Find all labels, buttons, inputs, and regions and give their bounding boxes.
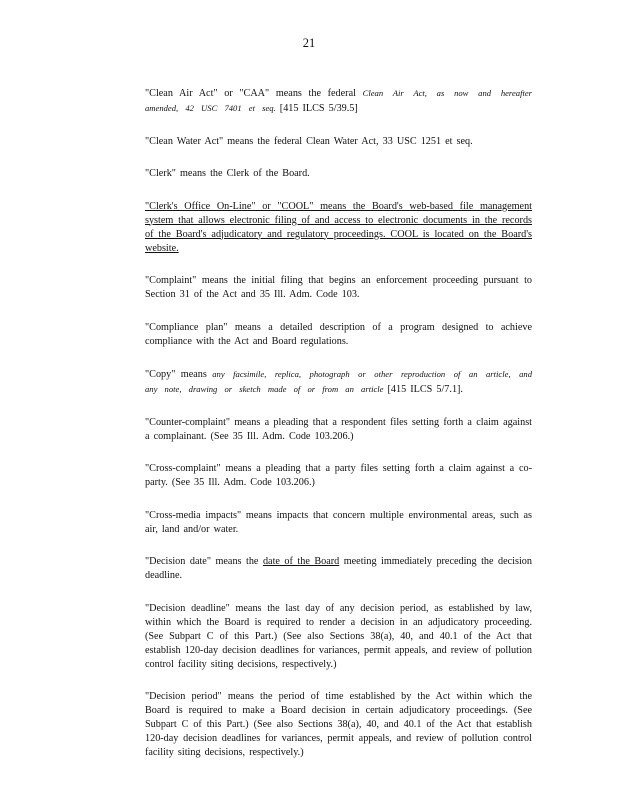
definition-text: "Clean Water Act" means the federal Clean Water Act, 33 USC 1251 et seq. bbox=[145, 135, 473, 147]
definition-counter-complaint bbox=[145, 416, 532, 444]
definition-text: "Compliance plan" means a detailed description of a program designed to achieve compliance with the Act and Board regulations. bbox=[145, 321, 532, 347]
definition-text: "Decision period" means the period of time established by the Act within which the Board is required to make a Board decision in certain adjudicatory proceedings. (See Subpart C of this Part.) (See also Sections 38(a), 40, and 40.1 of the Act that establish 120-day decision deadlines for variances, permit appeals, and review of pollution control facility siting decisions, respectively.) bbox=[145, 691, 532, 758]
definition-text: "Decision deadline" means the last day of any decision period, as established by law, within which the Board is required to render a decision in an adjudicatory proceeding. (See Subpart C of this Part.) (See also Sections 38(a), 40, and 40.1 of the Act that establish 120-day decision deadlines for variances, permit appeals, and review of pollution control facility siting decisions, respectively.) bbox=[145, 602, 532, 670]
definition-cross-complaint bbox=[145, 462, 532, 490]
definition-clerk bbox=[145, 167, 532, 181]
definition-text: "Cross-complaint" means a pleading that a party files setting forth a claim against a co-party. (See 35 Ill. Adm. Code 103.206.) bbox=[145, 463, 532, 488]
definition-text: "Counter-complaint" means a pleading that a respondent files setting forth a claim against a complainant. (See 35 Ill. Adm. Code 103.206.) bbox=[145, 416, 532, 442]
definition-copy bbox=[145, 367, 532, 397]
definition-italic-text: any facsimile, replica, photograph or other reproduction of an article, and any note, drawing or sketch made of or from an article bbox=[145, 369, 532, 394]
definitions-list bbox=[145, 86, 532, 779]
definition-citation: [415 ILCS 5/7.1]. bbox=[383, 384, 463, 395]
definition-citation: [415 ILCS 5/39.5] bbox=[275, 103, 358, 114]
definition-compliance-plan bbox=[145, 321, 532, 349]
definition-text: "Decision date" means the bbox=[145, 556, 263, 567]
definition-text: "Complaint" means the initial filing that begins an enforcement proceeding pursuant to Section 31 of the Act and 35 Ill. Adm. Code 103. bbox=[145, 275, 532, 300]
page-number: 21 bbox=[302, 36, 316, 50]
definition-underlined-text: "Clerk's Office On-Line" or "COOL" means the Board's web-based file management system that allows electronic filing of and access to electronic documents in the records of the Board's adjudicatory and regulatory proceedings. COOL is located on the Board's website. bbox=[145, 200, 532, 254]
definition-underlined-text: date of the Board bbox=[262, 556, 340, 567]
definition-decision-period bbox=[145, 690, 532, 760]
definition-decision-deadline bbox=[145, 602, 532, 672]
definition-cool bbox=[145, 200, 532, 256]
definition-text: "Clerk" means the Clerk of the Board. bbox=[145, 168, 310, 179]
definition-clean-water-act bbox=[145, 135, 532, 149]
definition-cross-media-impacts bbox=[145, 509, 532, 537]
definition-complaint bbox=[145, 274, 532, 302]
definition-text: "Copy" means bbox=[145, 369, 213, 380]
definition-text: meeting immediately preceding the decision deadline. bbox=[145, 556, 532, 581]
definition-italic-text: Clean Air Act, as now and hereafter amended, 42 USC 7401 et seq. bbox=[145, 88, 532, 113]
definition-text: "Cross-media impacts" means impacts that concern multiple environmental areas, such as air, land and/or water. bbox=[145, 509, 532, 535]
definition-decision-date bbox=[145, 555, 532, 583]
definition-text: "Clean Air Act" or "CAA" means the federal bbox=[145, 88, 363, 99]
definition-clean-air-act bbox=[145, 86, 532, 116]
